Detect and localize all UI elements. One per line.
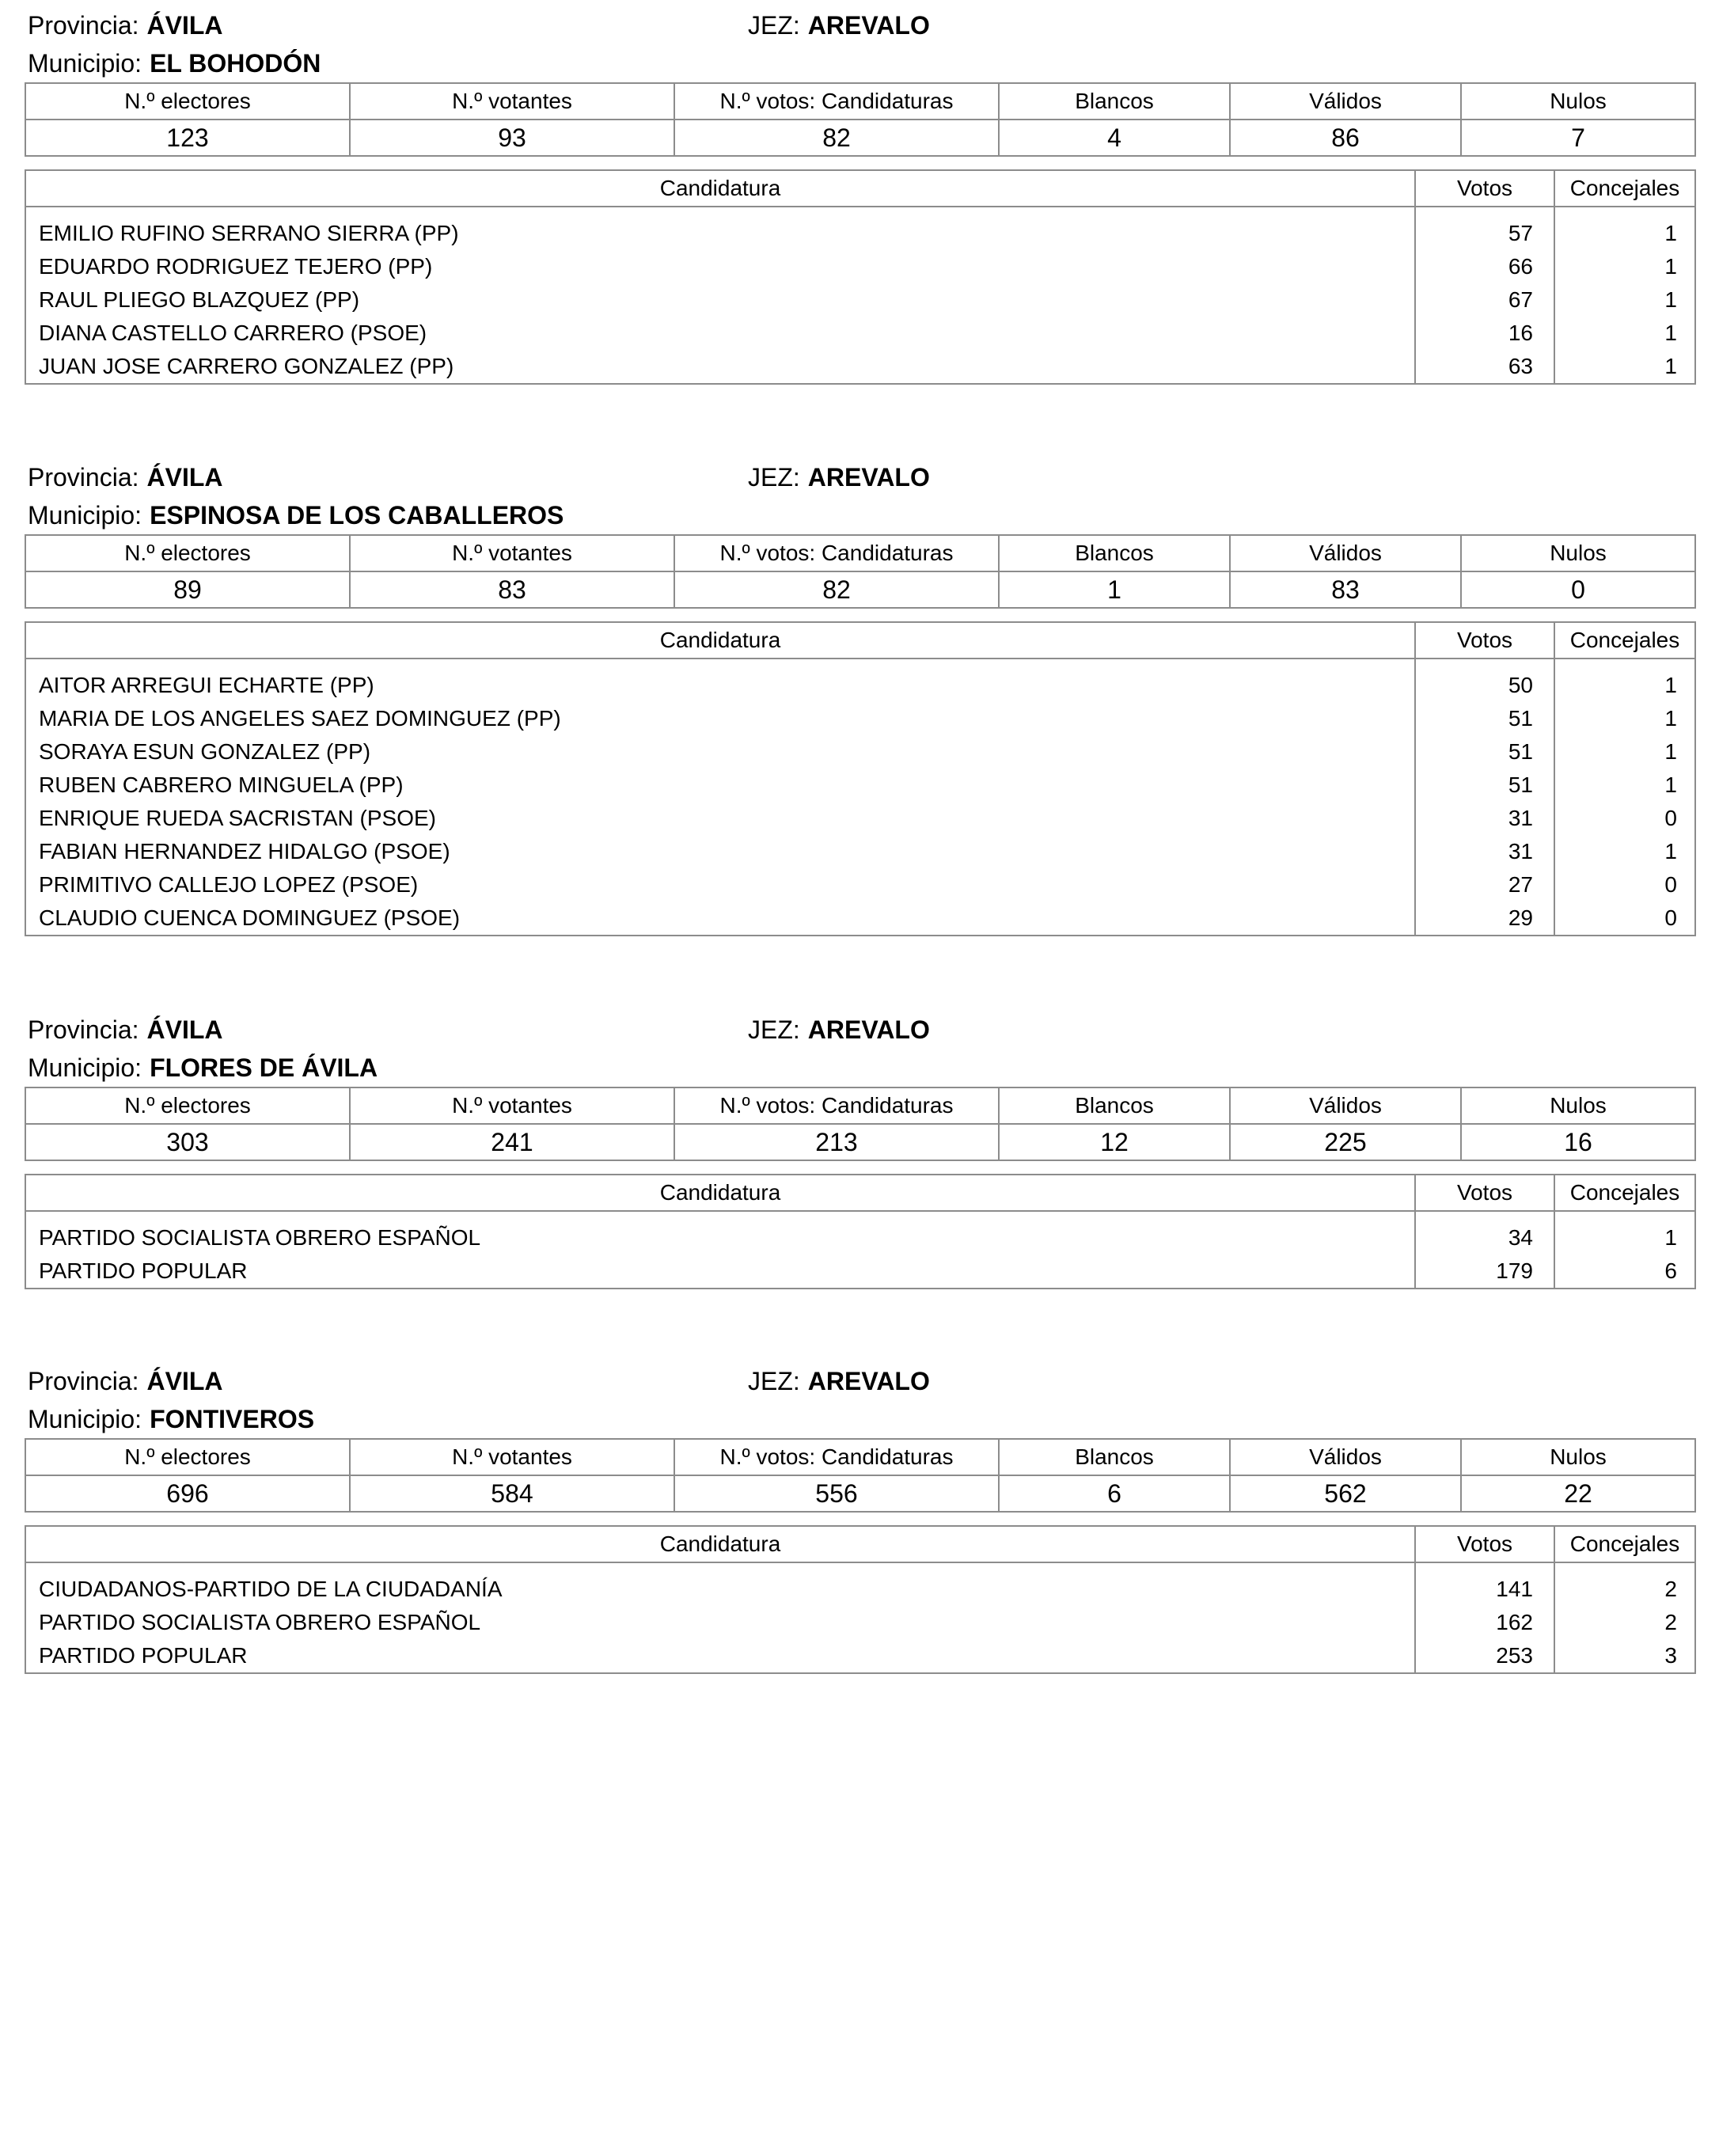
cand-votos: 63 — [1415, 350, 1554, 384]
cand-name: FABIAN HERNANDEZ HIDALGO (PSOE) — [25, 835, 1415, 868]
cand-name: ENRIQUE RUEDA SACRISTAN (PSOE) — [25, 802, 1415, 835]
cand-header: Candidatura — [25, 170, 1415, 207]
stats-header: Blancos — [999, 1087, 1230, 1124]
cand-name: RAUL PLIEGO BLAZQUEZ (PP) — [25, 283, 1415, 317]
cand-header: Votos — [1415, 622, 1554, 659]
stats-header: N.º electores — [25, 1087, 350, 1124]
candidaturas-table — [25, 1525, 1696, 1674]
jez-label: JEZ: — [748, 1015, 800, 1044]
cand-header: Candidatura — [25, 1175, 1415, 1211]
provincia-label: Provincia: — [28, 463, 139, 492]
cand-header: Candidatura — [25, 622, 1415, 659]
cand-name: AITOR ARREGUI ECHARTE (PP) — [25, 659, 1415, 702]
stats-table — [25, 82, 1696, 157]
stats-header: N.º votantes — [350, 1439, 674, 1475]
cand-row — [25, 735, 1695, 769]
provincia-label: Provincia: — [28, 1015, 139, 1044]
cand-votos: 162 — [1415, 1606, 1554, 1639]
cand-row — [25, 1606, 1695, 1639]
cand-concejales: 1 — [1554, 735, 1695, 769]
stats-value: 82 — [674, 571, 999, 608]
provincia-line — [28, 463, 223, 492]
municipio-section — [25, 1004, 1694, 1283]
stats-value: 93 — [350, 120, 674, 156]
cand-concejales: 1 — [1554, 207, 1695, 250]
cand-concejales: 0 — [1554, 901, 1695, 936]
cand-row — [25, 1211, 1695, 1255]
cand-row — [25, 350, 1695, 384]
cand-concejales: 0 — [1554, 802, 1695, 835]
stats-value: 225 — [1230, 1124, 1461, 1160]
stats-value: 241 — [350, 1124, 674, 1160]
cand-header-row — [25, 1526, 1695, 1562]
stats-value: 556 — [674, 1475, 999, 1512]
stats-value: 86 — [1230, 120, 1461, 156]
cand-header: Concejales — [1554, 1175, 1695, 1211]
stats-table — [25, 1087, 1696, 1161]
cand-name: PARTIDO POPULAR — [25, 1639, 1415, 1673]
stats-header: Nulos — [1461, 1087, 1695, 1124]
jez-line — [748, 11, 930, 40]
stats-header: Nulos — [1461, 1439, 1695, 1475]
cand-concejales: 1 — [1554, 659, 1695, 702]
cand-row — [25, 901, 1695, 936]
cand-name: PARTIDO SOCIALISTA OBRERO ESPAÑOL — [25, 1211, 1415, 1255]
cand-concejales: 1 — [1554, 317, 1695, 350]
provincia-line — [28, 1367, 223, 1396]
stats-value: 584 — [350, 1475, 674, 1512]
cand-name: SORAYA ESUN GONZALEZ (PP) — [25, 735, 1415, 769]
stats-value: 82 — [674, 120, 999, 156]
stats-header-row — [25, 83, 1695, 120]
stats-value: 12 — [999, 1124, 1230, 1160]
cand-header: Candidatura — [25, 1526, 1415, 1562]
cand-header: Concejales — [1554, 1526, 1695, 1562]
stats-table — [25, 534, 1696, 609]
cand-votos: 29 — [1415, 901, 1554, 936]
section-header — [25, 1356, 1694, 1432]
cand-header: Concejales — [1554, 170, 1695, 207]
jez-line — [748, 1015, 930, 1045]
cand-votos: 50 — [1415, 659, 1554, 702]
cand-row — [25, 769, 1695, 802]
stats-value: 83 — [350, 571, 674, 608]
jez-value: AREVALO — [807, 1015, 930, 1044]
cand-header: Votos — [1415, 170, 1554, 207]
stats-value: 0 — [1461, 571, 1695, 608]
stats-value: 7 — [1461, 120, 1695, 156]
cand-concejales: 1 — [1554, 702, 1695, 735]
cand-votos: 16 — [1415, 317, 1554, 350]
stats-value-row — [25, 1124, 1695, 1160]
municipio-line — [28, 1053, 378, 1083]
cand-header-row — [25, 170, 1695, 207]
stats-header: Blancos — [999, 83, 1230, 120]
municipio-label: Municipio: — [28, 501, 142, 530]
stats-value: 4 — [999, 120, 1230, 156]
cand-header: Votos — [1415, 1175, 1554, 1211]
cand-votos: 34 — [1415, 1211, 1554, 1255]
stats-header: N.º votantes — [350, 83, 674, 120]
municipio-line — [28, 49, 321, 78]
stats-header: N.º electores — [25, 1439, 350, 1475]
cand-votos: 67 — [1415, 283, 1554, 317]
section-header — [25, 0, 1694, 76]
municipio-value: FONTIVEROS — [150, 1405, 315, 1433]
candidaturas-table — [25, 1174, 1696, 1289]
municipio-section — [25, 0, 1694, 378]
stats-header-row — [25, 535, 1695, 571]
cand-name: CIUDADANOS-PARTIDO DE LA CIUDADANÍA — [25, 1562, 1415, 1606]
cand-name: EDUARDO RODRIGUEZ TEJERO (PP) — [25, 250, 1415, 283]
stats-header: Nulos — [1461, 83, 1695, 120]
cand-row — [25, 207, 1695, 250]
municipio-label: Municipio: — [28, 49, 142, 78]
cand-concejales: 6 — [1554, 1255, 1695, 1289]
municipio-value: FLORES DE ÁVILA — [150, 1053, 378, 1082]
cand-row — [25, 659, 1695, 702]
provincia-label: Provincia: — [28, 11, 139, 40]
stats-value: 213 — [674, 1124, 999, 1160]
cand-concejales: 1 — [1554, 283, 1695, 317]
cand-votos: 179 — [1415, 1255, 1554, 1289]
jez-value: AREVALO — [807, 463, 930, 492]
stats-header: N.º votos: Candidaturas — [674, 83, 999, 120]
stats-header: Válidos — [1230, 1087, 1461, 1124]
stats-value: 696 — [25, 1475, 350, 1512]
stats-header-row — [25, 1087, 1695, 1124]
stats-header: N.º votos: Candidaturas — [674, 1439, 999, 1475]
provincia-value: ÁVILA — [146, 11, 223, 40]
jez-label: JEZ: — [748, 1367, 800, 1395]
section-header — [25, 452, 1694, 528]
cand-concejales: 1 — [1554, 835, 1695, 868]
stats-value: 123 — [25, 120, 350, 156]
cand-row — [25, 1255, 1695, 1289]
cand-name: DIANA CASTELLO CARRERO (PSOE) — [25, 317, 1415, 350]
cand-name: PARTIDO POPULAR — [25, 1255, 1415, 1289]
cand-votos: 253 — [1415, 1639, 1554, 1673]
municipio-section — [25, 1356, 1694, 1668]
cand-name: PARTIDO SOCIALISTA OBRERO ESPAÑOL — [25, 1606, 1415, 1639]
cand-row — [25, 317, 1695, 350]
cand-row — [25, 835, 1695, 868]
cand-name: MARIA DE LOS ANGELES SAEZ DOMINGUEZ (PP) — [25, 702, 1415, 735]
jez-value: AREVALO — [807, 11, 930, 40]
cand-votos: 31 — [1415, 802, 1554, 835]
municipio-line — [28, 1405, 314, 1434]
cand-concejales: 2 — [1554, 1562, 1695, 1606]
jez-value: AREVALO — [807, 1367, 930, 1395]
provincia-line — [28, 11, 223, 40]
cand-header: Concejales — [1554, 622, 1695, 659]
stats-header: Blancos — [999, 535, 1230, 571]
stats-value: 89 — [25, 571, 350, 608]
stats-value-row — [25, 1475, 1695, 1512]
stats-value: 562 — [1230, 1475, 1461, 1512]
cand-votos: 66 — [1415, 250, 1554, 283]
cand-header-row — [25, 1175, 1695, 1211]
cand-votos: 27 — [1415, 868, 1554, 901]
stats-header: N.º electores — [25, 83, 350, 120]
municipio-label: Municipio: — [28, 1405, 142, 1433]
stats-table — [25, 1438, 1696, 1513]
stats-value: 6 — [999, 1475, 1230, 1512]
cand-row — [25, 868, 1695, 901]
provincia-value: ÁVILA — [146, 1367, 223, 1395]
cand-name: PRIMITIVO CALLEJO LOPEZ (PSOE) — [25, 868, 1415, 901]
stats-value: 1 — [999, 571, 1230, 608]
cand-row — [25, 1562, 1695, 1606]
stats-header-row — [25, 1439, 1695, 1475]
cand-votos: 51 — [1415, 702, 1554, 735]
jez-line — [748, 1367, 930, 1396]
cand-concejales: 1 — [1554, 250, 1695, 283]
provincia-line — [28, 1015, 223, 1045]
section-header — [25, 1004, 1694, 1080]
cand-row — [25, 250, 1695, 283]
municipio-value: ESPINOSA DE LOS CABALLEROS — [150, 501, 564, 530]
stats-header: Blancos — [999, 1439, 1230, 1475]
stats-value: 83 — [1230, 571, 1461, 608]
stats-header: Nulos — [1461, 535, 1695, 571]
cand-concejales: 1 — [1554, 1211, 1695, 1255]
stats-value-row — [25, 120, 1695, 156]
cand-header-row — [25, 622, 1695, 659]
cand-row — [25, 702, 1695, 735]
stats-header: N.º electores — [25, 535, 350, 571]
cand-votos: 141 — [1415, 1562, 1554, 1606]
municipio-value: EL BOHODÓN — [150, 49, 321, 78]
jez-label: JEZ: — [748, 11, 800, 40]
jez-label: JEZ: — [748, 463, 800, 492]
cand-name: CLAUDIO CUENCA DOMINGUEZ (PSOE) — [25, 901, 1415, 936]
cand-votos: 31 — [1415, 835, 1554, 868]
stats-value: 22 — [1461, 1475, 1695, 1512]
candidaturas-table — [25, 169, 1696, 385]
stats-header: Válidos — [1230, 1439, 1461, 1475]
stats-header: N.º votos: Candidaturas — [674, 1087, 999, 1124]
cand-row — [25, 1639, 1695, 1673]
jez-line — [748, 463, 930, 492]
cand-name: JUAN JOSE CARRERO GONZALEZ (PP) — [25, 350, 1415, 384]
municipio-label: Municipio: — [28, 1053, 142, 1082]
cand-row — [25, 802, 1695, 835]
provincia-value: ÁVILA — [146, 1015, 223, 1044]
cand-header: Votos — [1415, 1526, 1554, 1562]
provincia-label: Provincia: — [28, 1367, 139, 1395]
stats-header: N.º votantes — [350, 535, 674, 571]
stats-header: N.º votantes — [350, 1087, 674, 1124]
municipio-line — [28, 501, 564, 530]
stats-value-row — [25, 571, 1695, 608]
cand-row — [25, 283, 1695, 317]
cand-concejales: 3 — [1554, 1639, 1695, 1673]
cand-concejales: 1 — [1554, 350, 1695, 384]
cand-concejales: 1 — [1554, 769, 1695, 802]
provincia-value: ÁVILA — [146, 463, 223, 492]
cand-concejales: 0 — [1554, 868, 1695, 901]
cand-name: RUBEN CABRERO MINGUELA (PP) — [25, 769, 1415, 802]
municipio-section — [25, 452, 1694, 930]
candidaturas-table — [25, 621, 1696, 936]
stats-header: Válidos — [1230, 83, 1461, 120]
stats-value: 16 — [1461, 1124, 1695, 1160]
cand-concejales: 2 — [1554, 1606, 1695, 1639]
cand-votos: 51 — [1415, 769, 1554, 802]
stats-header: Válidos — [1230, 535, 1461, 571]
cand-name: EMILIO RUFINO SERRANO SIERRA (PP) — [25, 207, 1415, 250]
stats-value: 303 — [25, 1124, 350, 1160]
stats-header: N.º votos: Candidaturas — [674, 535, 999, 571]
cand-votos: 51 — [1415, 735, 1554, 769]
cand-votos: 57 — [1415, 207, 1554, 250]
